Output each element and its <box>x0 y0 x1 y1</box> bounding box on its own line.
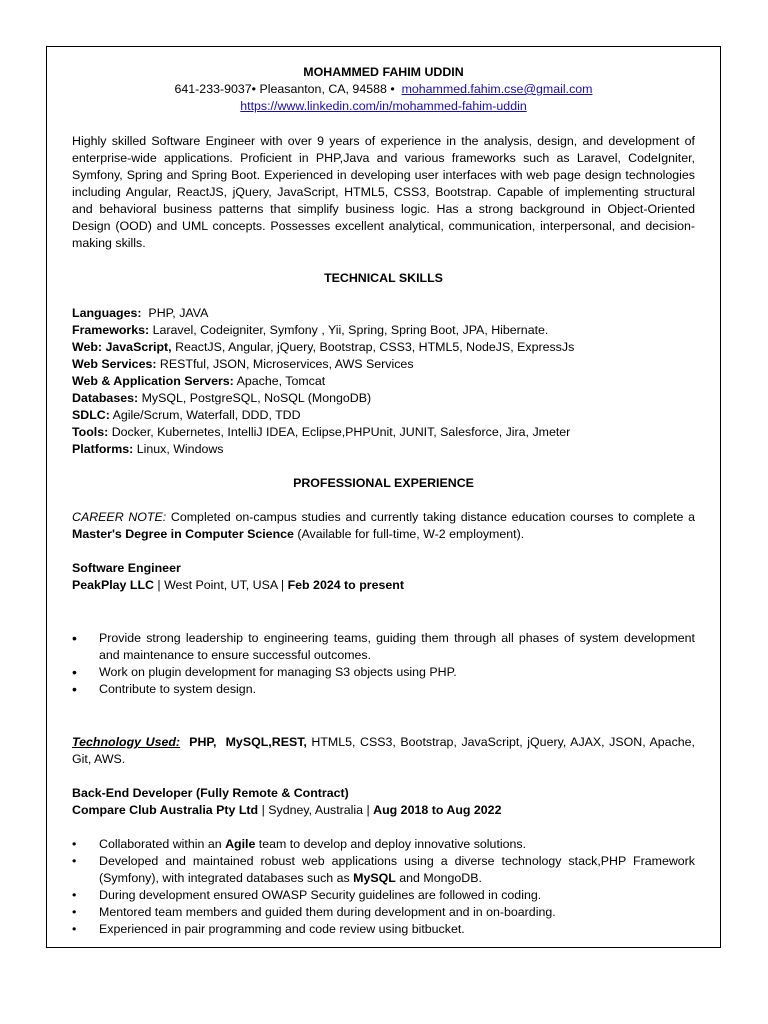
list-item: • Mentored team members and guided them during development and in on-boarding. <box>72 905 556 919</box>
job-2 <box>72 785 695 938</box>
job-company-line: PeakPlay LLC | West Point, UT, USA | Feb 2024 to present <box>72 578 404 592</box>
job-2-bullets <box>72 836 695 938</box>
skill-row: SDLC: Agile/Scrum, Waterfall, DDD, TDD <box>72 408 301 422</box>
contact-details: 641-233-9037• Pleasanton, CA, 94588 • <box>174 82 395 96</box>
list-item: • Experienced in pair programming and code review using bitbucket. <box>72 922 465 936</box>
job-1-bullets <box>72 630 695 698</box>
technology-used: Technology Used: PHP, MySQL,REST, HTML5, CSS3, Bootstrap, JavaScript, jQuery, AJAX, JSON, Apache, Git, AWS. <box>72 735 695 766</box>
summary-paragraph: Highly skilled Software Engineer with over 9 years of experience in the analysis, design, and development of enterprise-wide applications. Proficient in PHP,Java and various frameworks such as Laravel, CodeIgniter, Symfony, Spring and Spring Boot. Experienced in developing user interfaces with web page design technologies including Angular, ReactJS, jQuery, JavaScript, HTML5, CSS3, Bootstrap. Capable of implementing structural and behavioral business patterns that simplify business logic. Has a strong background in Object-Oriented Design (OOD) and UML concepts. Possesses excellent analytical, communication, interpersonal, and decision-making skills. <box>72 134 695 250</box>
list-item: • Collaborated within an Agile team to develop and deploy innovative solutions. <box>72 837 527 851</box>
skills-list <box>72 305 695 458</box>
resume-header <box>72 64 695 115</box>
list-item: • Provide strong leadership to engineering teams, guiding them through all phases of system development and maintenance to ensure successful outcomes. <box>72 630 695 662</box>
job-1 <box>72 560 695 768</box>
skill-row: Tools: Docker, Kubernetes, IntelliJ IDEA, Eclipse,PHPUnit, JUNIT, Salesforce, Jira, Jmeter <box>72 425 571 439</box>
skill-row: Frameworks: Laravel, Codeigniter, Symfony , Yii, Spring, Spring Boot, JPA, Hibernate. <box>72 323 549 337</box>
skill-row: Web & Application Servers: Apache, Tomcat <box>72 374 326 388</box>
list-item: • During development ensured OWASP Security guidelines are followed in coding. <box>72 888 542 902</box>
resume-content <box>72 64 695 938</box>
list-item: • Work on plugin development for managing S3 objects using PHP. <box>72 664 457 680</box>
list-item: • Developed and maintained robust web applications using a diverse technology stack,PHP Framework (Symfony), with integrated databases such as MySQL and MongoDB. <box>72 854 695 885</box>
skill-row: Databases: MySQL, PostgreSQL, NoSQL (MongoDB) <box>72 391 372 405</box>
experience-title: PROFESSIONAL EXPERIENCE <box>293 476 474 490</box>
skill-row: Web Services: RESTful, JSON, Microservices, AWS Services <box>72 357 414 371</box>
linkedin-link[interactable]: https://www.linkedin.com/in/mohammed-fahim-uddin <box>240 99 527 113</box>
contact-line <box>72 81 695 98</box>
skills-title: TECHNICAL SKILLS <box>324 271 443 285</box>
linkedin-line <box>72 98 695 115</box>
list-item: • Contribute to system design. <box>72 681 257 697</box>
candidate-name: MOHAMMED FAHIM UDDIN <box>303 65 464 79</box>
email-link[interactable]: mohammed.fahim.cse@gmail.com <box>401 82 593 96</box>
job-title: Software Engineer <box>72 561 181 575</box>
job-title: Back-End Developer (Fully Remote & Contract) <box>72 786 349 800</box>
job-company-line: Compare Club Australia Pty Ltd | Sydney, Australia | Aug 2018 to Aug 2022 <box>72 803 502 817</box>
skill-row: Web: JavaScript, ReactJS, Angular, jQuery, Bootstrap, CSS3, HTML5, NodeJS, ExpressJs <box>72 340 575 354</box>
skill-row: Languages: PHP, JAVA <box>72 306 209 320</box>
skill-row: Platforms: Linux, Windows <box>72 442 224 456</box>
career-note: CAREER NOTE: Completed on-campus studies and currently taking distance education courses to complete a Master's Degree in Computer Science (Available for full-time, W-2 employment). <box>72 510 695 541</box>
